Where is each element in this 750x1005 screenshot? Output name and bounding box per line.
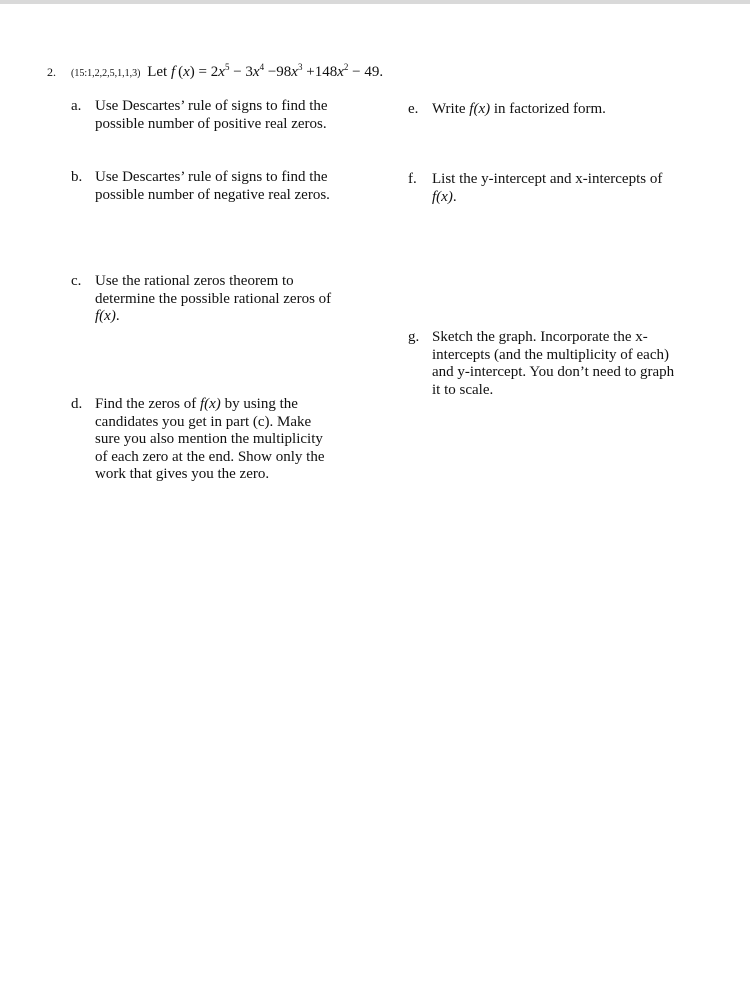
lead-word: Let: [147, 64, 168, 80]
term-1-coef: 2: [210, 64, 219, 80]
part-c-text-after: .: [115, 308, 120, 324]
top-border: [0, 0, 750, 4]
problem-number: 2.: [47, 65, 56, 79]
points-breakdown: (15:1,2,2,5,1,1,3): [71, 68, 141, 79]
part-f-text-after: .: [452, 188, 457, 205]
part-f-letter: f.: [408, 171, 417, 187]
part-g-letter: g.: [408, 329, 420, 345]
term-3-coef: 98: [276, 64, 292, 80]
term-2-op: −: [233, 64, 242, 80]
part-c-letter: c.: [71, 273, 82, 289]
term-1-var: x: [218, 64, 225, 80]
part-e-fx: f(x): [469, 101, 491, 117]
term-4-op: +: [306, 64, 315, 80]
part-e-text-before: Write: [432, 101, 470, 117]
function-name: f: [170, 64, 176, 80]
part-e-letter: e.: [408, 101, 419, 117]
term-1-exp: 5: [224, 62, 230, 72]
term-3-var: x: [291, 64, 298, 80]
part-b-text: Use Descartes’ rule of signs to find the possible number of negative real zeros.: [95, 169, 330, 203]
part-b-letter: b.: [71, 169, 83, 185]
term-2-exp: 4: [259, 62, 265, 72]
term-5-op: −: [352, 64, 361, 80]
term-4-coef: 148: [314, 64, 338, 80]
part-d-text-before: Find the zeros of: [95, 396, 200, 412]
term-5-const: 49: [364, 64, 380, 80]
part-f-text-before: List the y-intercept and x-intercepts of: [432, 171, 663, 187]
part-c-text: [95, 273, 345, 326]
term-4-var: x: [337, 64, 344, 80]
part-e-text-after: in factorized form.: [490, 101, 606, 117]
part-f-text: [432, 171, 682, 206]
part-a-text: Use Descartes’ rule of signs to find the possible number of positive real zeros.: [95, 98, 328, 132]
part-c-text-before: Use the rational zeros theorem to determine the possible rational zeros of: [95, 273, 332, 307]
part-g-text: Sketch the graph. Incorporate the x-intercepts (and the multiplicity of each) and y-intercept. You don’t need to graph it to scale.: [432, 329, 675, 398]
term-4-exp: 2: [343, 62, 349, 72]
part-c-fx: f(x): [95, 308, 116, 324]
function-definition: Let f $(x) = 2x^5 - 3x^4 -98x^3 +148x^2 - 49$.: [147, 62, 384, 80]
part-d-text-after: by using the candidates you get in part (c). Make sure you also mention the multiplicity of each zero at the end. Show only the work that gives you the zero.: [95, 396, 325, 482]
part-a-letter: a.: [71, 98, 82, 114]
term-3-op: −: [267, 64, 277, 80]
term-3-exp: 3: [297, 62, 303, 72]
term-2-var: x: [252, 64, 260, 80]
problem-header: [47, 62, 383, 84]
part-d-fx: f(x): [199, 396, 221, 412]
part-e-text: [432, 101, 682, 119]
part-f-fx: f(x): [432, 188, 453, 205]
part-d-letter: d.: [71, 396, 83, 412]
term-2-coef: 3: [245, 64, 253, 80]
function-var: x: [183, 64, 190, 80]
part-d-text: [95, 396, 335, 484]
